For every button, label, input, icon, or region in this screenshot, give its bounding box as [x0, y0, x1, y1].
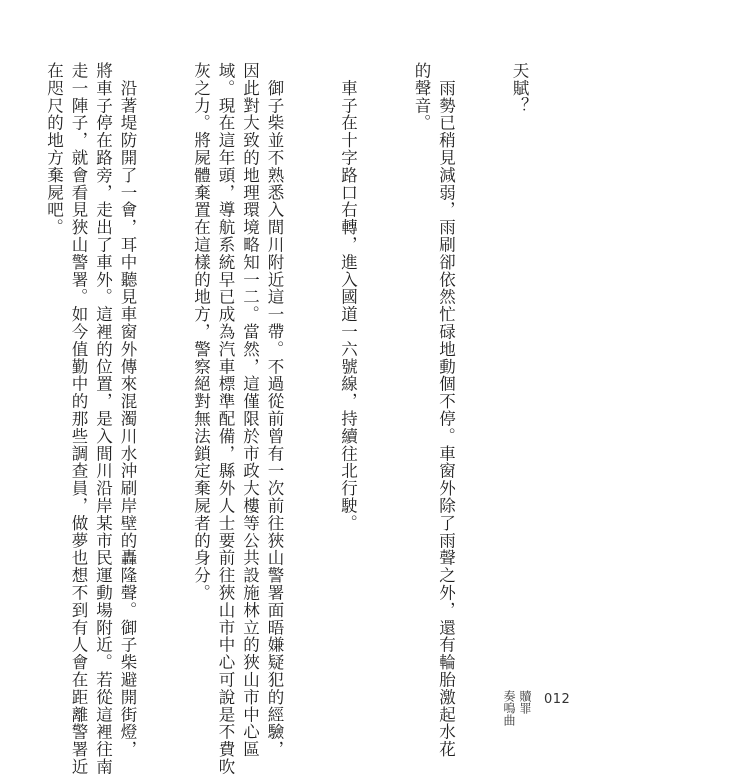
page-footer: [496, 690, 616, 730]
paragraph-4: 御子柴並不熟悉入間川附近這一帶。不過從前曾有一次前往狹山警署面晤嫌疑犯的經驗， 因此對大致的地理環境略知一二。當然，這僅限於市政大樓等公共設施林立的狹山市中心區 域。現在這年頭，導航系統早已成為汽車標準配備，縣外人士要前往狹山市中心可說是不費吹 灰之力。將屍體棄置在這樣的地方，警察絕對無法鎖定棄屍者的身分。: [191, 62, 284, 775]
paragraph-3: 車子在十字路口右轉，進入國道一六號線，持續往北行駛。: [338, 62, 358, 532]
book-title-part-1: 贖罪: [518, 690, 532, 714]
book-title-part-2: 奏鳴曲: [502, 690, 516, 726]
paragraph-1: 天賦？: [510, 62, 529, 115]
paragraph-5: 沿著堤防開了一會，耳中聽見車窗外傳來混濁川水沖刷岸壁的轟隆聲。御子柴避開街燈， 將車子停在路旁，走出了車外。這裡的位置，是入間川沿岸某市民運動場附近。若從這裡往南 走一陣子，就會看見狹山警署。如今值勤中的那些調查員，做夢也想不到有人會在距離警署近 在咫尺的地方棄屍吧。: [44, 62, 137, 775]
running-book-title: [496, 690, 536, 730]
paragraph-2: 雨勢已稍見減弱，雨刷卻依然忙碌地動個不停。車窗外除了雨聲之外，還有輪胎激起水花 的聲音。: [412, 62, 456, 758]
page-number: 012: [544, 692, 571, 707]
